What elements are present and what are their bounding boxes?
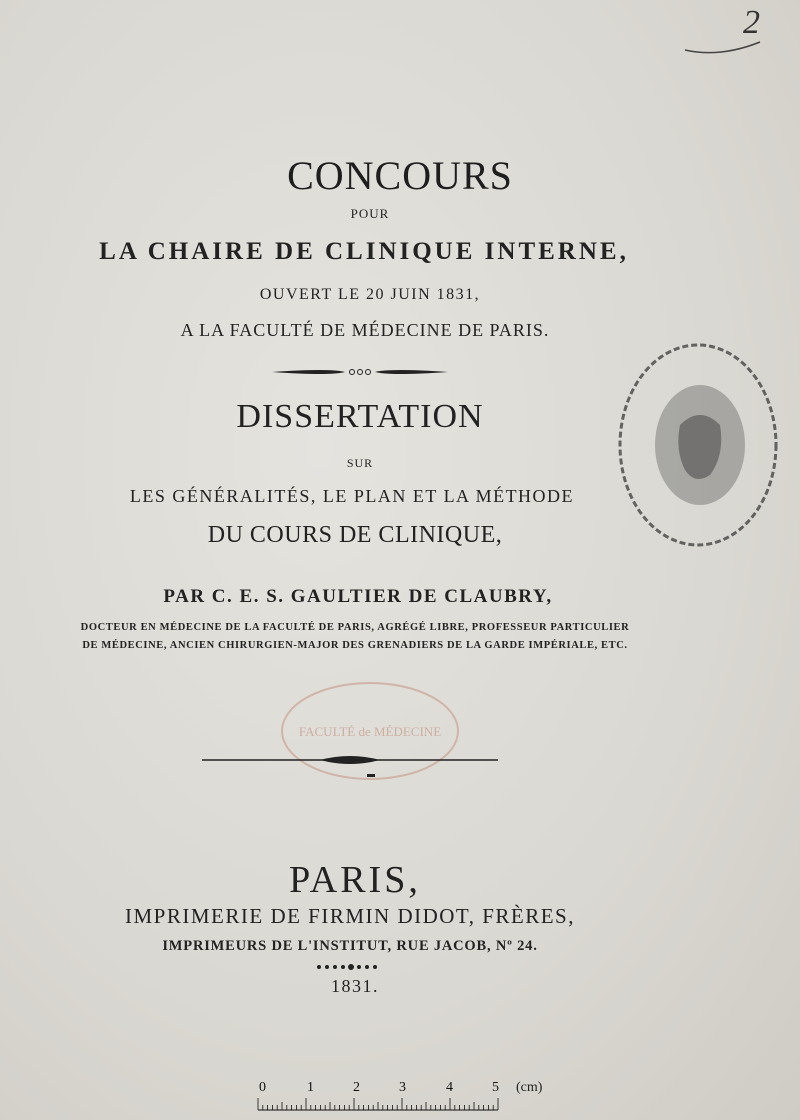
ruler-tick-0: 0 bbox=[259, 1080, 266, 1095]
text-ouvert: OUVERT LE 20 JUIN 1831, bbox=[259, 286, 481, 303]
library-stamp-icon bbox=[610, 335, 785, 555]
text-cours: DU COURS DE CLINIQUE, bbox=[207, 522, 503, 548]
title-concours: CONCOURS bbox=[287, 153, 513, 198]
pencil-underline bbox=[680, 30, 770, 60]
credentials-line-1: DOCTEUR EN MÉDECINE DE LA FACULTÉ DE PARIS, AGRÉGÉ LIBRE, PROFESSEUR PARTICULIER bbox=[80, 622, 630, 633]
ruler-tick-2: 2 bbox=[353, 1080, 360, 1095]
text-printer-address: IMPRIMEURS DE L'INSTITUT, RUE JACOB, Nº 24. bbox=[162, 938, 538, 954]
ornament-rule-2 bbox=[200, 752, 500, 782]
text-generalites: LES GÉNÉRALITÉS, LE PLAN ET LA MÉTHODE bbox=[129, 486, 575, 506]
credentials-line-2: DE MÉDECINE, ANCIEN CHIRURGIEN-MAJOR DES GRENADIERS DE LA GARDE IMPÉRIALE, ETC. bbox=[82, 640, 628, 651]
text-printer: IMPRIMERIE DE FIRMIN DIDOT, FRÈRES, bbox=[125, 904, 575, 928]
ornament-rule-1 bbox=[270, 366, 450, 378]
text-sur: SUR bbox=[346, 456, 374, 470]
ruler-unit-label: (cm) bbox=[516, 1080, 543, 1095]
title-chaire: LA CHAIRE DE CLINIQUE INTERNE, bbox=[99, 238, 629, 265]
text-year: 1831. bbox=[331, 976, 379, 996]
text-city: PARIS, bbox=[289, 859, 421, 901]
ruler-scale-bar bbox=[256, 1098, 500, 1112]
text-faculte: A LA FACULTÉ DE MÉDECINE DE PARIS. bbox=[180, 320, 550, 340]
svg-text:FACULTÉ de MÉDECINE: FACULTÉ de MÉDECINE bbox=[298, 724, 442, 739]
ornament-dots bbox=[313, 962, 383, 972]
ruler-tick-1: 1 bbox=[307, 1080, 314, 1095]
ruler-tick-3: 3 bbox=[399, 1080, 406, 1095]
text-pour: POUR bbox=[350, 206, 390, 221]
title-dissertation: DISSERTATION bbox=[236, 398, 484, 435]
scale-ruler bbox=[256, 1080, 543, 1112]
author-line: PAR C. E. S. GAULTIER DE CLAUBRY, bbox=[163, 586, 553, 607]
ruler-tick-5: 5 bbox=[492, 1080, 499, 1095]
handwritten-page-number: 2 bbox=[743, 4, 760, 41]
ruler-tick-4: 4 bbox=[446, 1080, 453, 1095]
